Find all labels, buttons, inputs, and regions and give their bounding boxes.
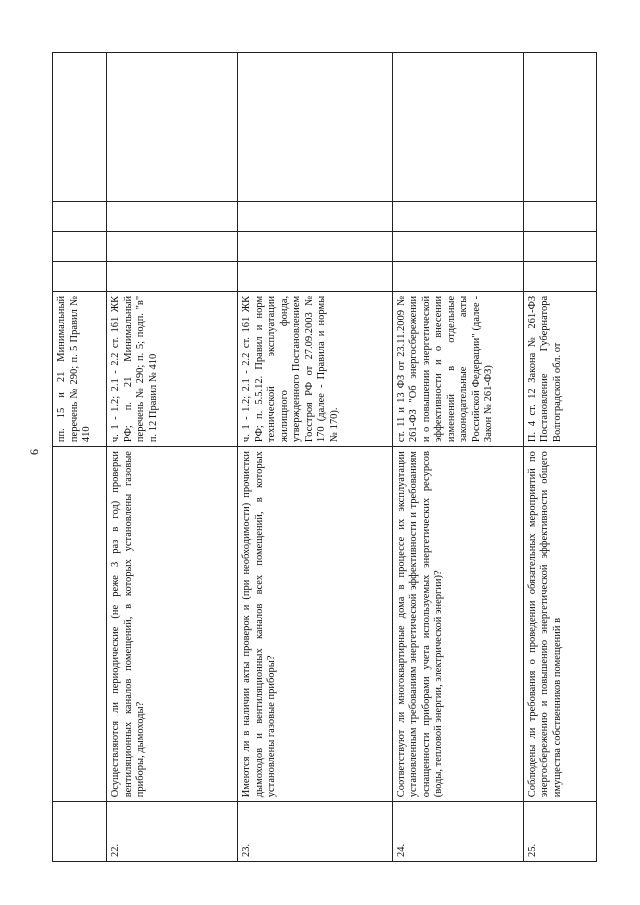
row-number-cell: 24.	[392, 802, 523, 862]
answer-na-cell	[238, 202, 392, 232]
answer-na-cell	[523, 202, 596, 232]
question-cell: Соответствуют ли многоквартирные дома в процессе их эксплуатации установленным требованиям энергетической эффективности и требованиям оснащенности приборами учета используемых энергетических ресурсов (воды, тепловой энергии, электрической энергии)?	[392, 447, 523, 802]
table-row	[238, 53, 392, 862]
question-cell: Соблюдены ли требования о проведении обязательных мероприятий по энергосбережению и повышению энергетической эффективности общего имущества собственников помещений в	[523, 447, 596, 802]
answer-no-cell	[392, 232, 523, 262]
notes-cell	[392, 53, 523, 202]
answer-no-cell	[107, 232, 238, 262]
answer-yes-cell	[238, 262, 392, 292]
row-number-cell: 23.	[238, 802, 392, 862]
answer-no-cell	[53, 232, 107, 262]
question-cell: Осуществляются ли периодические (не реже 3 раз в год) проверки вентиляционных каналов помещений, в которых установлены газовые приборы, дымоходы?	[107, 447, 238, 802]
question-cell	[53, 447, 107, 802]
table-row	[523, 53, 596, 862]
norm-reference-cell: ч. 1 - 1.2; 2.1 - 2.2 ст. 161 ЖК РФ; п. 5.5.12. Правил и норм технической эксплуатации жилищного фонда, утвержденного Постановлением Госстроя РФ от 27.09.2003 № 170 (далее - Правила и нормы № 170).	[238, 291, 392, 446]
answer-na-cell	[107, 202, 238, 232]
answer-yes-cell	[53, 262, 107, 292]
notes-cell	[238, 53, 392, 202]
inspection-checklist-table-rotated	[52, 52, 597, 862]
row-number-cell: 25.	[523, 802, 596, 862]
norm-reference-cell: П. 4 ст. 12 Закона № 261-ФЗ Постановление Губернатора Волгоградской обл. от	[523, 291, 596, 446]
answer-no-cell	[238, 232, 392, 262]
answer-yes-cell	[523, 262, 596, 292]
page-number: 9	[27, 449, 42, 455]
answer-no-cell	[523, 232, 596, 262]
norm-reference-cell: ч. 1 - 1.2; 2.1 - 2.2 ст. 161 ЖК РФ; п. 21 Минимальный перечень № 290; п. 5; подп. "в" п. 12 Правил № 410	[107, 291, 238, 446]
notes-cell	[107, 53, 238, 202]
row-number-cell	[53, 802, 107, 862]
answer-na-cell	[53, 202, 107, 232]
notes-cell	[523, 53, 596, 202]
answer-na-cell	[392, 202, 523, 232]
norm-reference-cell: ст. 11 и 13 ФЗ от 23.11.2009 № 261-ФЗ "Об энергосбережении и о повышении энергетической эффективности и о внесении изменений в отдельные законодательные акты Российской Федерации" (далее - Закон № 261-ФЗ)	[392, 291, 523, 446]
answer-yes-cell	[107, 262, 238, 292]
row-number-cell: 22.	[107, 802, 238, 862]
norm-reference-cell: пп. 15 и 21 Минимальный перечень № 290; п. 5 Правил № 410	[53, 291, 107, 446]
answer-yes-cell	[392, 262, 523, 292]
table-row	[53, 53, 107, 862]
table-row	[392, 53, 523, 862]
inspection-checklist-table	[52, 52, 597, 862]
table-row	[107, 53, 238, 862]
notes-cell	[53, 53, 107, 202]
question-cell: Имеются ли в наличии акты проверок и (при необходимости) прочистки дымоходов и вентиляционных каналов всех помещений, в которых установлены газовые приборы?	[238, 447, 392, 802]
